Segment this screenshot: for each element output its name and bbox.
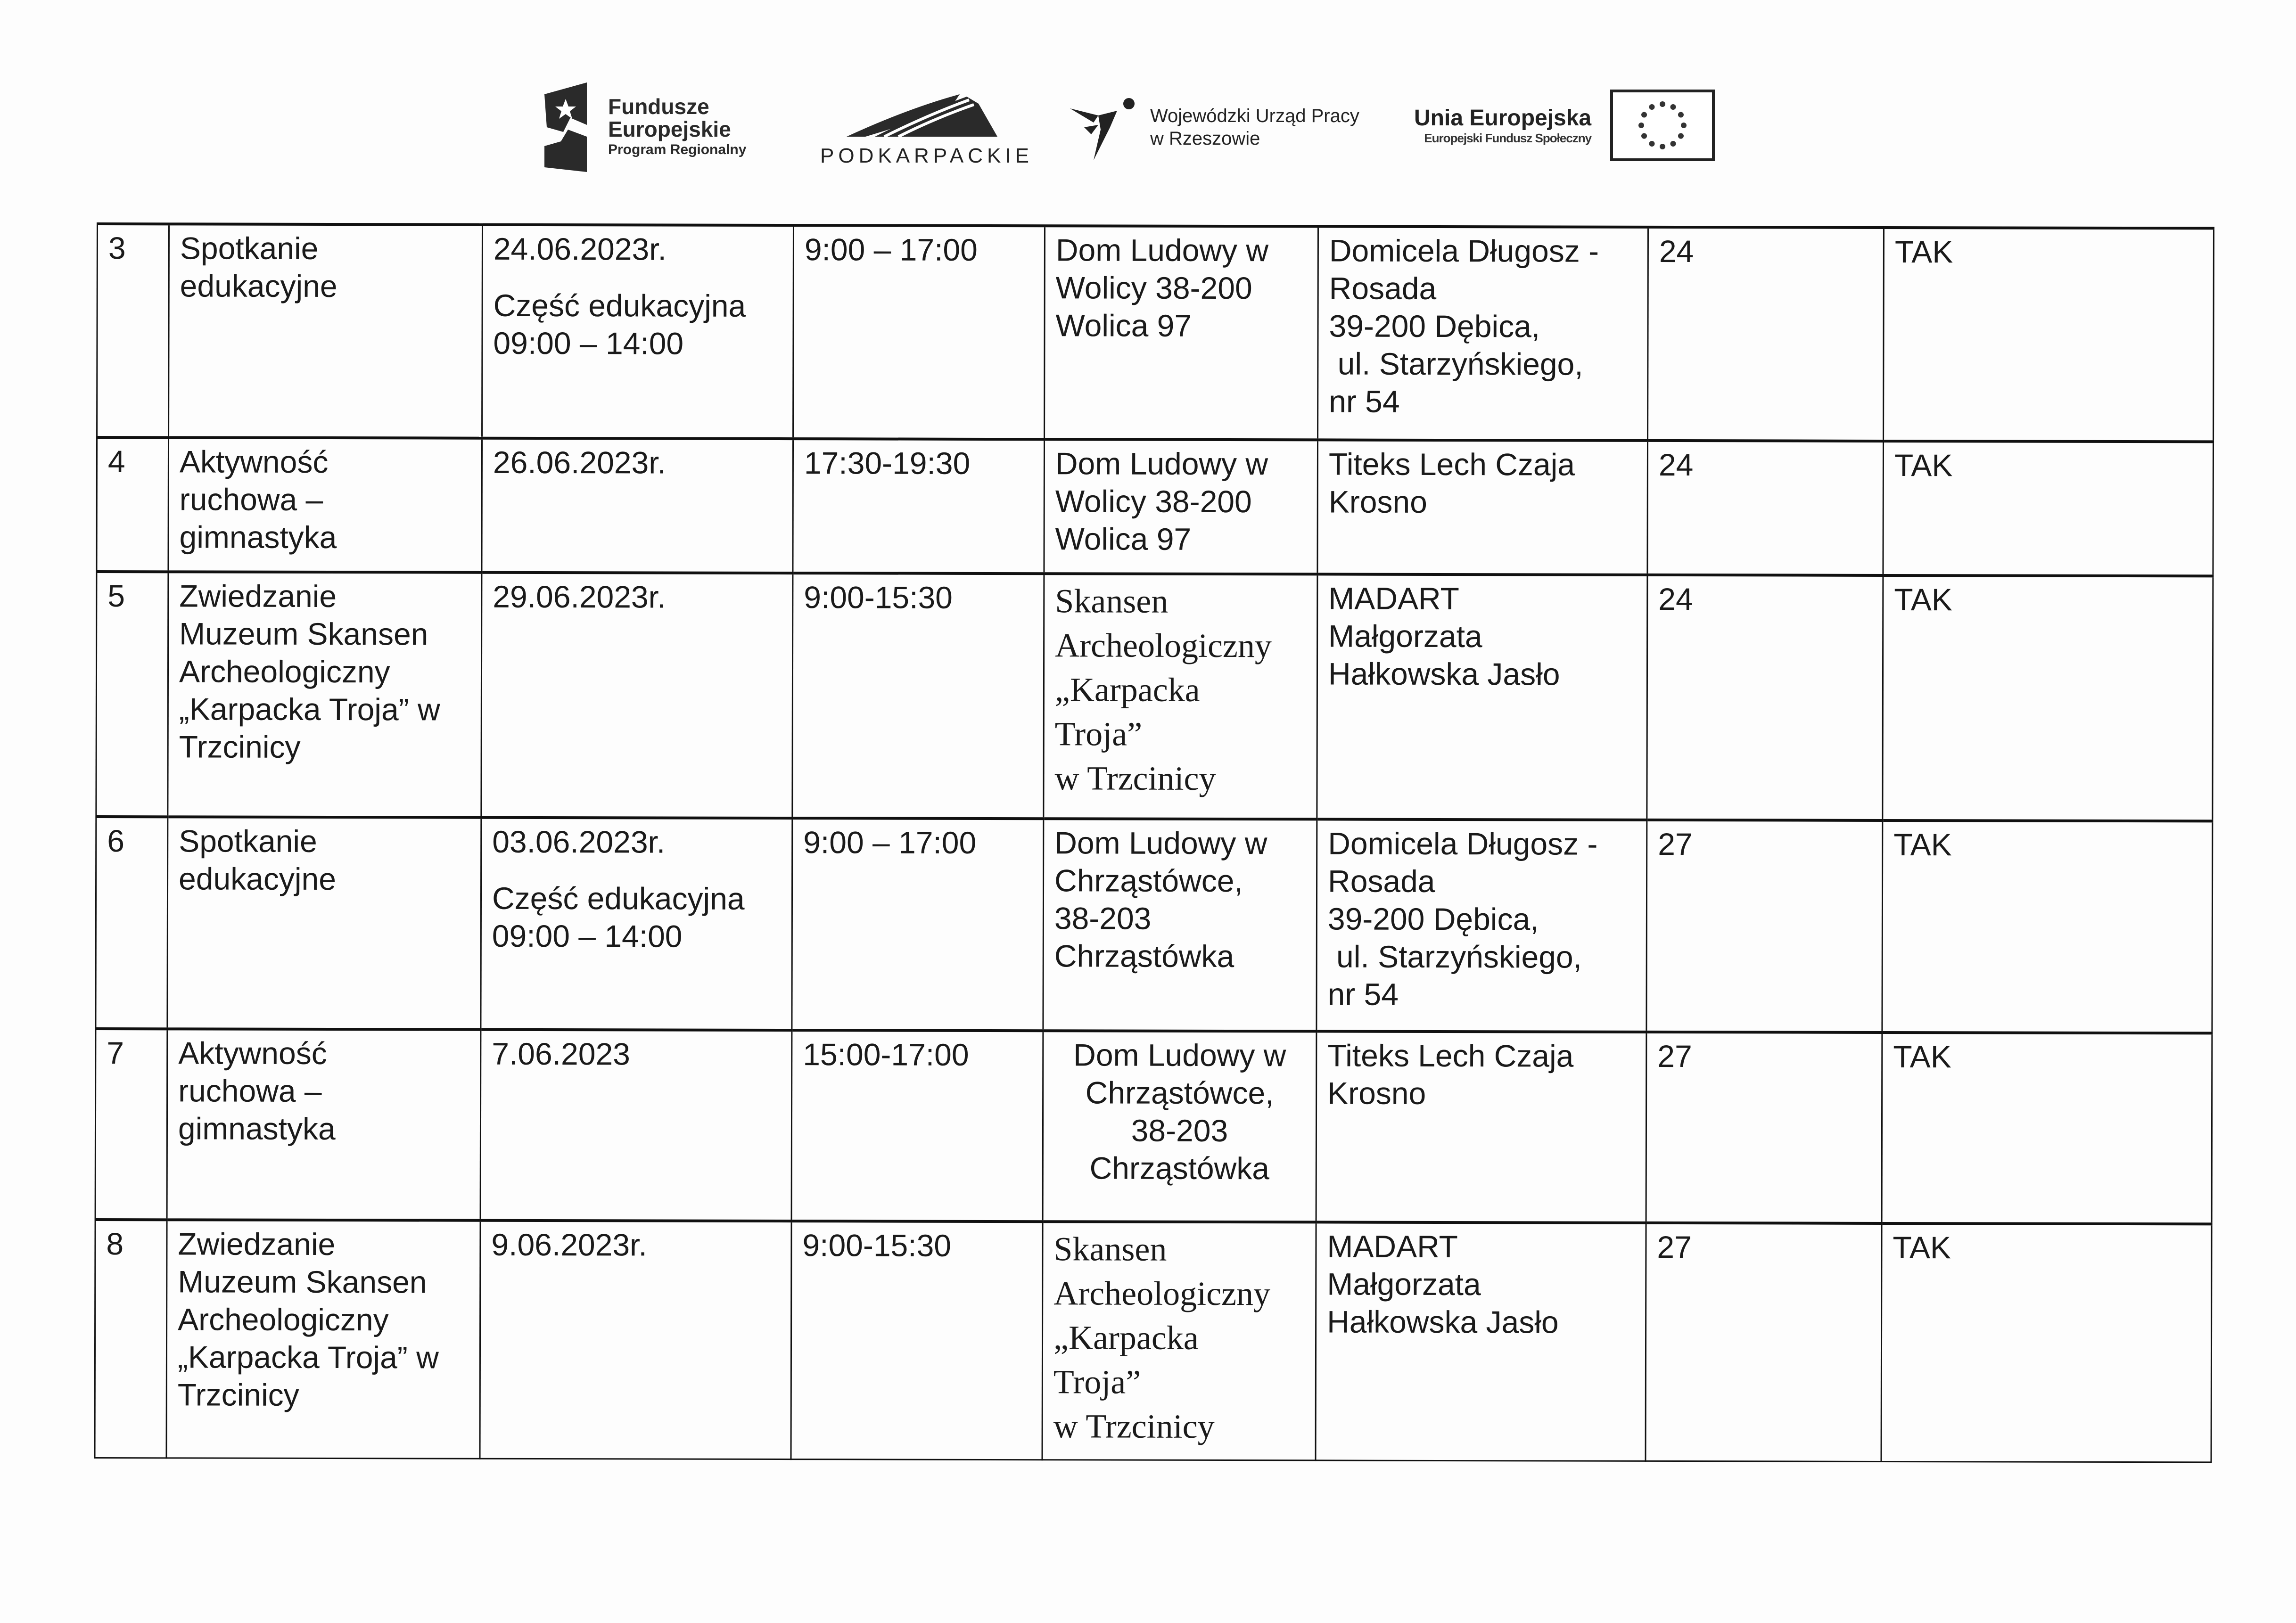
activity-line: „Karpacka Troja” w: [177, 1339, 439, 1375]
place-line: Dom Ludowy w: [1073, 1037, 1286, 1073]
hours: 17:30-19:30: [804, 445, 971, 481]
activity-line: ruchowa –: [179, 482, 323, 517]
status-cell: [1882, 820, 2213, 1033]
date-note-line: Część edukacyjna: [493, 287, 746, 323]
place-line: 38-203: [1054, 901, 1152, 936]
provider-line: Domicela Długosz -: [1328, 826, 1598, 861]
hours-cell: [791, 1221, 1043, 1459]
provider-line: Małgorzata: [1328, 618, 1482, 654]
activity-line: Spotkanie: [180, 230, 319, 266]
schedule-table: [94, 222, 2214, 1463]
place-line: Skansen: [1055, 582, 1169, 620]
place-line: 38-203: [1131, 1113, 1228, 1148]
provider-line: Hałkowska Jasło: [1327, 1304, 1559, 1340]
status: TAK: [1893, 1039, 1951, 1074]
date: 29.06.2023r.: [493, 579, 666, 615]
place-cell: [1042, 1221, 1316, 1460]
participants-cell: [1647, 575, 1883, 820]
eu-flag-icon: [1610, 90, 1715, 161]
row-number: 7: [107, 1035, 124, 1071]
row-number: 4: [107, 444, 125, 479]
wup-figure-icon: [1065, 90, 1136, 165]
hours: 9:00-15:30: [802, 1228, 952, 1263]
fundusze-line3: Program Regionalny: [608, 142, 747, 157]
activity-line: Spotkanie: [179, 823, 317, 859]
place-line: Troja”: [1053, 1363, 1141, 1401]
provider-cell: [1317, 574, 1647, 820]
provider-line: Rosada: [1328, 863, 1435, 899]
fundusze-europejskie-icon: [542, 80, 589, 174]
place-line: Skansen: [1053, 1230, 1167, 1268]
provider-cell: [1316, 1222, 1646, 1460]
header-logos: [0, 75, 2296, 184]
participant-count: 24: [1658, 581, 1693, 617]
eu-star-icon: [1681, 123, 1687, 128]
eu-star-icon: [1649, 141, 1655, 147]
status-cell: [1883, 575, 2213, 821]
podkarpackie-mountain-icon: [837, 90, 1016, 141]
provider-cell: [1318, 226, 1648, 440]
date: 26.06.2023r.: [493, 444, 667, 480]
place-line: Archeologiczny: [1055, 626, 1272, 665]
activity-cell: [168, 572, 482, 817]
status-cell: [1881, 1223, 2212, 1462]
place-line: Archeologiczny: [1053, 1274, 1271, 1313]
table-row: [96, 572, 2213, 821]
podkarpackie-logo: [820, 90, 1033, 168]
participant-count: 27: [1657, 1229, 1692, 1265]
hours: 9:00 – 17:00: [803, 825, 977, 860]
activity-line: edukacyjne: [180, 268, 337, 304]
date: 24.06.2023r.: [493, 231, 667, 267]
participant-count: 24: [1659, 233, 1694, 269]
status-cell: [1882, 1033, 2212, 1224]
date-cell: [480, 1221, 791, 1459]
participant-count: 24: [1658, 447, 1694, 483]
place-line: Dom Ludowy w: [1055, 232, 1269, 268]
date: 9.06.2023r.: [491, 1227, 647, 1262]
activity-line: Zwiedzanie: [178, 1226, 336, 1262]
podkarpackie-label: PODKARPACKIE: [820, 144, 1033, 167]
row-number-cell: [95, 1029, 167, 1220]
hours-cell: [792, 573, 1044, 819]
date-note-line: Część edukacyjna: [492, 880, 745, 916]
provider-line: ul. Starzyńskiego,: [1329, 346, 1583, 382]
activity-line: gimnastyka: [179, 519, 337, 555]
place-line: Wolicy 38-200: [1055, 484, 1252, 519]
row-number-cell: [97, 224, 169, 437]
table-row: [97, 224, 2214, 442]
date-cell: [482, 225, 794, 439]
participant-count: 27: [1657, 1038, 1692, 1074]
activity-line: Aktywność: [178, 1035, 327, 1071]
eu-star-icon: [1678, 133, 1684, 139]
place-cell: [1045, 226, 1318, 440]
place-line: Chrząstówce,: [1085, 1075, 1274, 1111]
provider-line: Rosada: [1329, 270, 1437, 306]
activity-line: Aktywność: [179, 444, 329, 480]
place-line: Wolica 97: [1055, 308, 1192, 343]
date-cell: [481, 573, 793, 818]
place-line: Dom Ludowy w: [1054, 825, 1267, 861]
hours: 9:00-15:30: [804, 580, 953, 615]
date-note-line: 09:00 – 14:00: [492, 918, 683, 954]
status-cell: [1883, 441, 2214, 576]
status: TAK: [1893, 1230, 1951, 1265]
activity-line: Archeologiczny: [179, 654, 390, 689]
activity-cell: [169, 224, 483, 438]
date-note-line: 09:00 – 14:00: [493, 325, 684, 361]
status: TAK: [1893, 827, 1952, 862]
status: TAK: [1894, 582, 1952, 617]
provider-line: Titeks Lech Czaja: [1328, 446, 1575, 482]
fundusze-line2: Europejskie: [608, 117, 731, 141]
activity-line: Trzcinicy: [177, 1377, 299, 1412]
fundusze-line1: Fundusze: [608, 94, 709, 119]
status: TAK: [1894, 234, 1953, 270]
wup-line2: w Rzeszowie: [1150, 128, 1260, 149]
activity-line: edukacyjne: [179, 861, 337, 897]
table-row: [96, 817, 2213, 1033]
activity-cell: [167, 817, 481, 1029]
provider-line: MADART: [1328, 581, 1459, 616]
place-line: Chrząstówce,: [1054, 863, 1243, 899]
provider-line: ul. Starzyńskiego,: [1327, 939, 1582, 975]
place-line: Chrząstówka: [1089, 1150, 1270, 1186]
place-line: Wolicy 38-200: [1055, 270, 1252, 306]
place-line: Dom Ludowy w: [1055, 446, 1268, 482]
activity-line: gimnastyka: [178, 1111, 336, 1147]
status: TAK: [1894, 447, 1953, 483]
activity-line: Zwiedzanie: [179, 578, 337, 614]
place-line: w Trzcinicy: [1053, 1407, 1215, 1445]
eu-star-icon: [1641, 112, 1647, 118]
ue-line1: Unia Europejska: [1414, 106, 1592, 131]
provider-cell: [1317, 819, 1647, 1032]
provider-line: Titeks Lech Czaja: [1327, 1038, 1574, 1074]
row-number-cell: [97, 437, 169, 572]
eu-star-icon: [1671, 141, 1676, 147]
status-cell: [1884, 228, 2214, 442]
provider-cell: [1316, 1031, 1646, 1222]
row-number: 3: [108, 230, 126, 266]
activity-cell: [168, 437, 482, 572]
eu-star-icon: [1660, 101, 1665, 107]
activity-line: „Karpacka Troja” w: [179, 691, 440, 727]
hours: 9:00 – 17:00: [804, 232, 978, 267]
place-cell: [1044, 439, 1318, 574]
place-line: „Karpacka: [1054, 671, 1200, 709]
eu-star-icon: [1678, 112, 1684, 118]
provider-line: nr 54: [1327, 976, 1399, 1012]
row-number-cell: [96, 572, 168, 817]
eu-star-icon: [1641, 133, 1647, 139]
eu-star-icon: [1671, 104, 1676, 110]
provider-cell: [1317, 440, 1648, 574]
date: 7.06.2023: [492, 1036, 631, 1072]
activity-line: Muzeum Skansen: [179, 616, 428, 652]
provider-line: Krosno: [1327, 1075, 1426, 1111]
date: 03.06.2023r.: [492, 824, 666, 860]
activity-line: Archeologiczny: [178, 1302, 389, 1337]
activity-cell: [166, 1220, 480, 1458]
activity-line: Muzeum Skansen: [178, 1264, 427, 1300]
participants-cell: [1647, 441, 1884, 575]
eu-star-icon: [1649, 104, 1655, 110]
place-cell: [1044, 574, 1317, 819]
row-number-cell: [96, 817, 168, 1029]
hours-cell: [791, 1030, 1043, 1221]
hours: 15:00-17:00: [803, 1037, 969, 1072]
place-line: w Trzcinicy: [1054, 759, 1216, 797]
fundusze-europejskie-logo: [542, 80, 746, 174]
ue-line2: Europejski Fundusz Społeczny: [1424, 131, 1592, 145]
eu-star-icon: [1638, 123, 1644, 128]
place-line: Wolica 97: [1055, 521, 1192, 557]
date-cell: [481, 818, 792, 1030]
date-cell: [482, 438, 793, 573]
provider-line: MADART: [1327, 1229, 1458, 1264]
place-cell: [1043, 1031, 1317, 1222]
provider-line: 39-200 Dębica,: [1327, 901, 1539, 937]
participants-cell: [1646, 1223, 1882, 1461]
hours-cell: [793, 439, 1045, 574]
provider-line: Krosno: [1328, 484, 1427, 519]
hours-cell: [792, 818, 1044, 1031]
date-cell: [480, 1030, 792, 1221]
place-line: „Karpacka: [1053, 1319, 1199, 1357]
provider-line: Małgorzata: [1327, 1266, 1481, 1302]
place-cell: [1043, 819, 1317, 1031]
provider-line: nr 54: [1329, 384, 1400, 419]
activity-line: Trzcinicy: [179, 729, 301, 764]
provider-line: 39-200 Dębica,: [1329, 308, 1540, 344]
row-number: 8: [106, 1226, 124, 1262]
row-number-cell: [95, 1220, 167, 1458]
table-row: [97, 437, 2214, 576]
row-number: 5: [107, 578, 125, 614]
provider-line: Domicela Długosz -: [1329, 233, 1599, 269]
provider-line: Hałkowska Jasło: [1328, 656, 1560, 692]
participants-cell: [1646, 1032, 1882, 1223]
participants-cell: [1646, 820, 1883, 1033]
table-row: [95, 1029, 2212, 1224]
wup-logo: [1065, 90, 1359, 165]
participant-count: 27: [1658, 826, 1693, 862]
wup-line1: Wojewódzki Urząd Pracy: [1150, 106, 1359, 126]
place-line: Troja”: [1054, 715, 1143, 753]
hours-cell: [793, 225, 1045, 439]
activity-line: ruchowa –: [178, 1073, 322, 1109]
row-number: 6: [107, 823, 125, 859]
participants-cell: [1648, 227, 1884, 441]
table-row: [95, 1220, 2212, 1462]
activity-cell: [167, 1029, 481, 1220]
unia-europejska-logo: [1414, 90, 1715, 161]
eu-star-icon: [1660, 144, 1665, 149]
place-line: Chrząstówka: [1054, 938, 1234, 974]
